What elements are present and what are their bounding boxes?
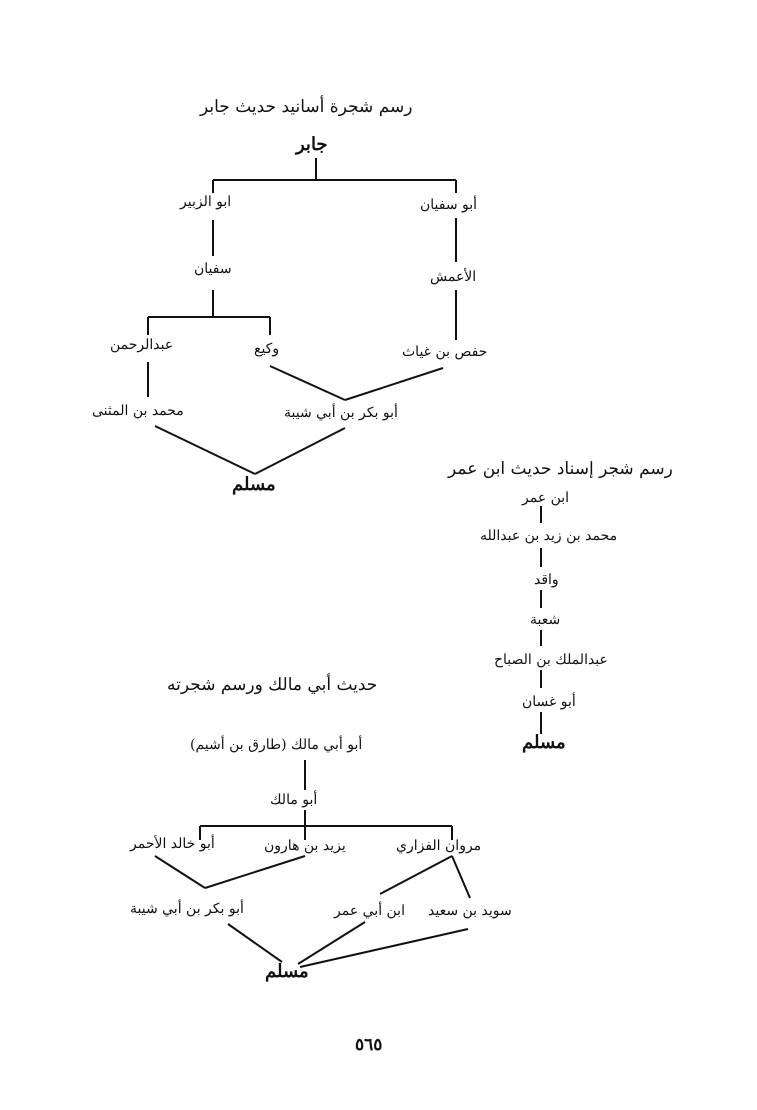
- tree3-node-suwaid: سويد بن سعيد: [428, 903, 512, 919]
- tree3-node-abu-malik: أبو مالك: [270, 792, 318, 808]
- t3-abubakr-muslim: [228, 924, 282, 962]
- t3-khalid-join: [155, 856, 205, 888]
- tree3-title: حديث أبي مالك ورسم شجرته: [167, 675, 378, 695]
- tree2-node-shuba: شعبة: [530, 612, 561, 628]
- tree3-node-father: أبو أبي مالك (طارق بن أشيم): [190, 737, 363, 753]
- tree1-root-node: جابر: [296, 134, 328, 155]
- tree2-node-muhammad-zaid: محمد بن زيد بن عبدالله: [480, 528, 618, 544]
- page-number: ٥٦٥: [355, 1035, 383, 1055]
- t1-abubakr-muslim: [255, 428, 345, 474]
- tree2-node-abu-ghassan: أبو غسان: [522, 694, 576, 710]
- tree1-node-muhammad-muthanna: محمد بن المثنى: [92, 403, 184, 419]
- tree1-node-hafs: حفص بن غياث: [402, 344, 488, 360]
- tree1-title: رسم شجرة أسانيد حديث جابر: [200, 97, 413, 117]
- t1-hafs-abubakr: [345, 368, 443, 400]
- tree1-node-amash: الأعمش: [430, 269, 477, 285]
- t3-marwan-suwaid: [452, 856, 470, 898]
- tree2-node-ibn-umar: ابن عمر: [522, 490, 570, 506]
- tree2-node-abdulmalik: عبدالملك بن الصباح: [494, 652, 608, 668]
- tree1-node-abu-sufyan: أبو سفيان: [420, 197, 478, 213]
- tree3-node-ibn-abi-umar: ابن أبي عمر: [334, 903, 405, 919]
- tree1-node-wakee: وكيع: [254, 341, 280, 357]
- tree3-node-marwan: مروان الفزاري: [396, 838, 482, 854]
- tree1-node-muslim: مسلم: [232, 474, 276, 495]
- tree3-node-yazid: يزيد بن هارون: [264, 838, 346, 854]
- tree3-node-abu-khalid: أبو خالد الأحمر: [130, 836, 215, 852]
- t3-ibnabiumar-muslim: [298, 922, 365, 964]
- tree3-node-muslim: مسلم: [265, 961, 309, 982]
- tree3-node-abubakr: أبو بكر بن أبي شيبة: [130, 901, 244, 917]
- t1-wakee-abubakr: [270, 366, 345, 400]
- tree1-node-sufyan: سفيان: [194, 261, 232, 277]
- tree1-node-abu-zubair: ابو الزبير: [180, 194, 232, 210]
- t1-muthanna-muslim: [155, 426, 255, 474]
- tree2-node-waqid: واقد: [534, 572, 559, 588]
- tree2-title: رسم شجر إسناد حديث ابن عمر: [448, 459, 673, 479]
- tree1-node-abubakr: أبو بكر بن أبي شيبة: [284, 405, 398, 421]
- t3-yazid-join: [205, 856, 305, 888]
- tree2-node-muslim: مسلم: [522, 732, 566, 753]
- t3-marwan-ibnabiumar: [380, 856, 452, 894]
- tree1-node-abdurrahman: عبدالرحمن: [110, 337, 174, 353]
